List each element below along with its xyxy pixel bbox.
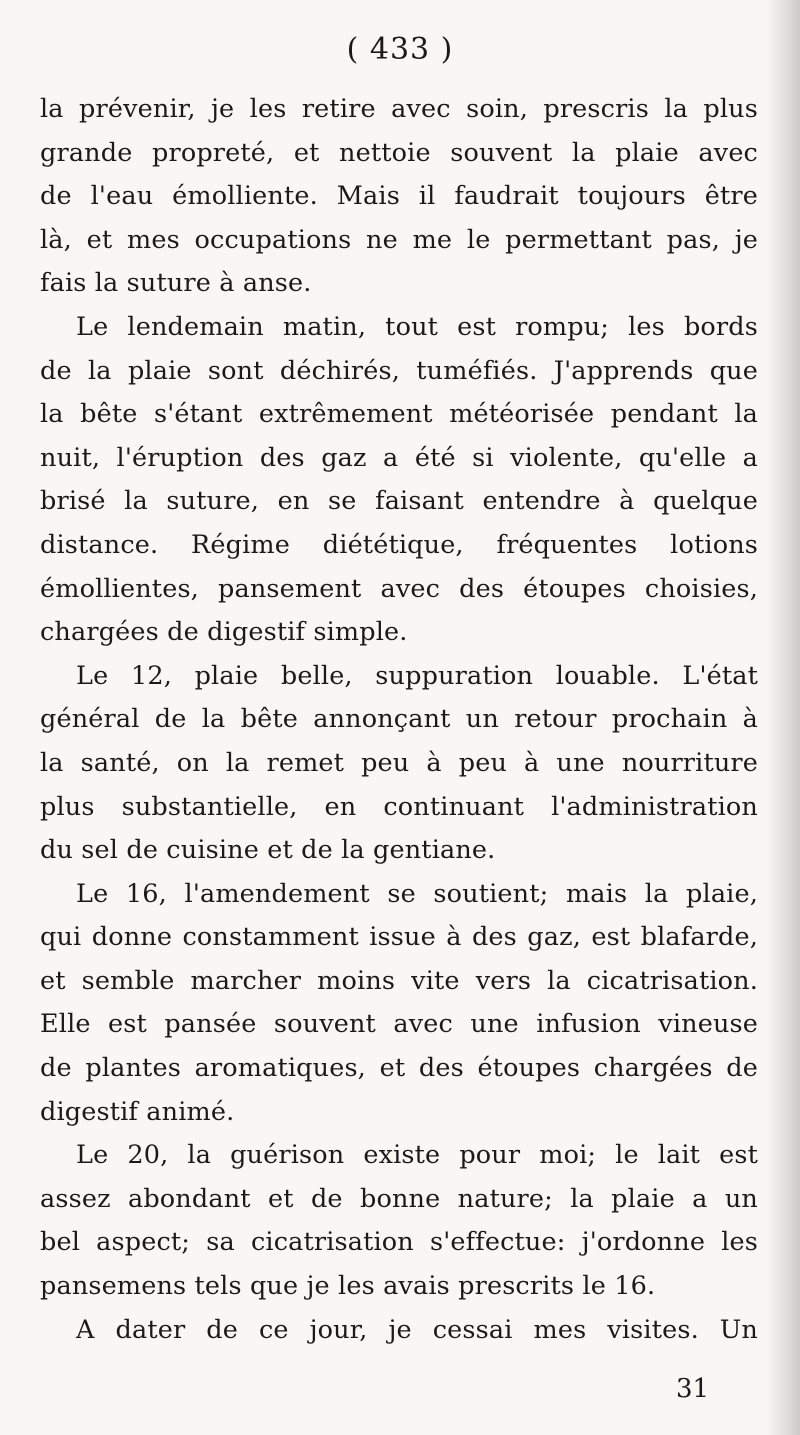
text-line: du sel de cuisine et de la gentiane. bbox=[40, 835, 496, 866]
text-line: la bête s'étant extrêmement météorisée pendant la bbox=[40, 399, 758, 430]
text-line: bel aspect; sa cicatrisation s'effectue: j'ordonne les bbox=[40, 1227, 758, 1258]
text-line: distance. Régime diététique, fréquentes lotions bbox=[40, 529, 758, 560]
signature-mark: 31 bbox=[676, 1374, 710, 1404]
text-line: de l'eau émolliente. Mais il faudrait toujours être bbox=[40, 181, 758, 212]
text-line: et semble marcher moins vite vers la cicatrisation. bbox=[40, 965, 758, 996]
text-line: de la plaie sont déchirés, tuméfiés. J'apprends que bbox=[40, 355, 758, 386]
page-body-text bbox=[40, 88, 758, 1352]
paragraph-5 bbox=[40, 1134, 758, 1308]
text-line: A dater de ce jour, je cessai mes visites. Un bbox=[76, 1314, 758, 1345]
paragraph-1 bbox=[40, 88, 758, 306]
text-line: général de la bête annonçant un retour prochain à bbox=[40, 704, 758, 735]
text-line: plus substantielle, en continuant l'administration bbox=[40, 791, 758, 822]
text-line: de plantes aromatiques, et des étoupes chargées de bbox=[40, 1053, 758, 1084]
text-line: là, et mes occupations ne me le permettant pas, je bbox=[40, 224, 758, 255]
paragraph-6 bbox=[40, 1309, 758, 1353]
text-line: assez abondant et de bonne nature; la plaie a un bbox=[40, 1183, 758, 1214]
page-edge-shadow bbox=[766, 0, 800, 1435]
text-line: nuit, l'éruption des gaz a été si violente, qu'elle a bbox=[40, 442, 758, 473]
text-line: grande propreté, et nettoie souvent la plaie avec bbox=[40, 137, 758, 168]
text-line: fais la suture à anse. bbox=[40, 268, 312, 299]
text-line: qui donne constamment issue à des gaz, est blafarde, bbox=[40, 922, 758, 953]
text-line: Le 20, la guérison existe pour moi; le lait est bbox=[76, 1140, 758, 1171]
text-line: Le 16, l'amendement se soutient; mais la plaie, bbox=[76, 878, 758, 909]
text-line: brisé la suture, en se faisant entendre à quelque bbox=[40, 486, 758, 517]
page-number: ( 433 ) bbox=[346, 32, 454, 67]
text-line: la prévenir, je les retire avec soin, prescris la plus bbox=[40, 94, 758, 124]
text-line: chargées de digestif simple. bbox=[40, 617, 408, 648]
paragraph-2 bbox=[40, 306, 758, 655]
paragraph-4 bbox=[40, 873, 758, 1135]
text-line: digestif animé. bbox=[40, 1096, 235, 1127]
text-line: Le 12, plaie belle, suppuration louable. L'état bbox=[76, 660, 758, 691]
text-line: Elle est pansée souvent avec une infusion vineuse bbox=[40, 1009, 758, 1040]
paragraph-3 bbox=[40, 655, 758, 873]
text-line: Le lendemain matin, tout est rompu; les bords bbox=[76, 311, 758, 342]
text-line: la santé, on la remet peu à peu à une nourriture bbox=[40, 747, 758, 778]
text-line: émollientes, pansement avec des étoupes choisies, bbox=[40, 573, 758, 604]
text-line: pansemens tels que je les avais prescrits le 16. bbox=[40, 1271, 656, 1302]
